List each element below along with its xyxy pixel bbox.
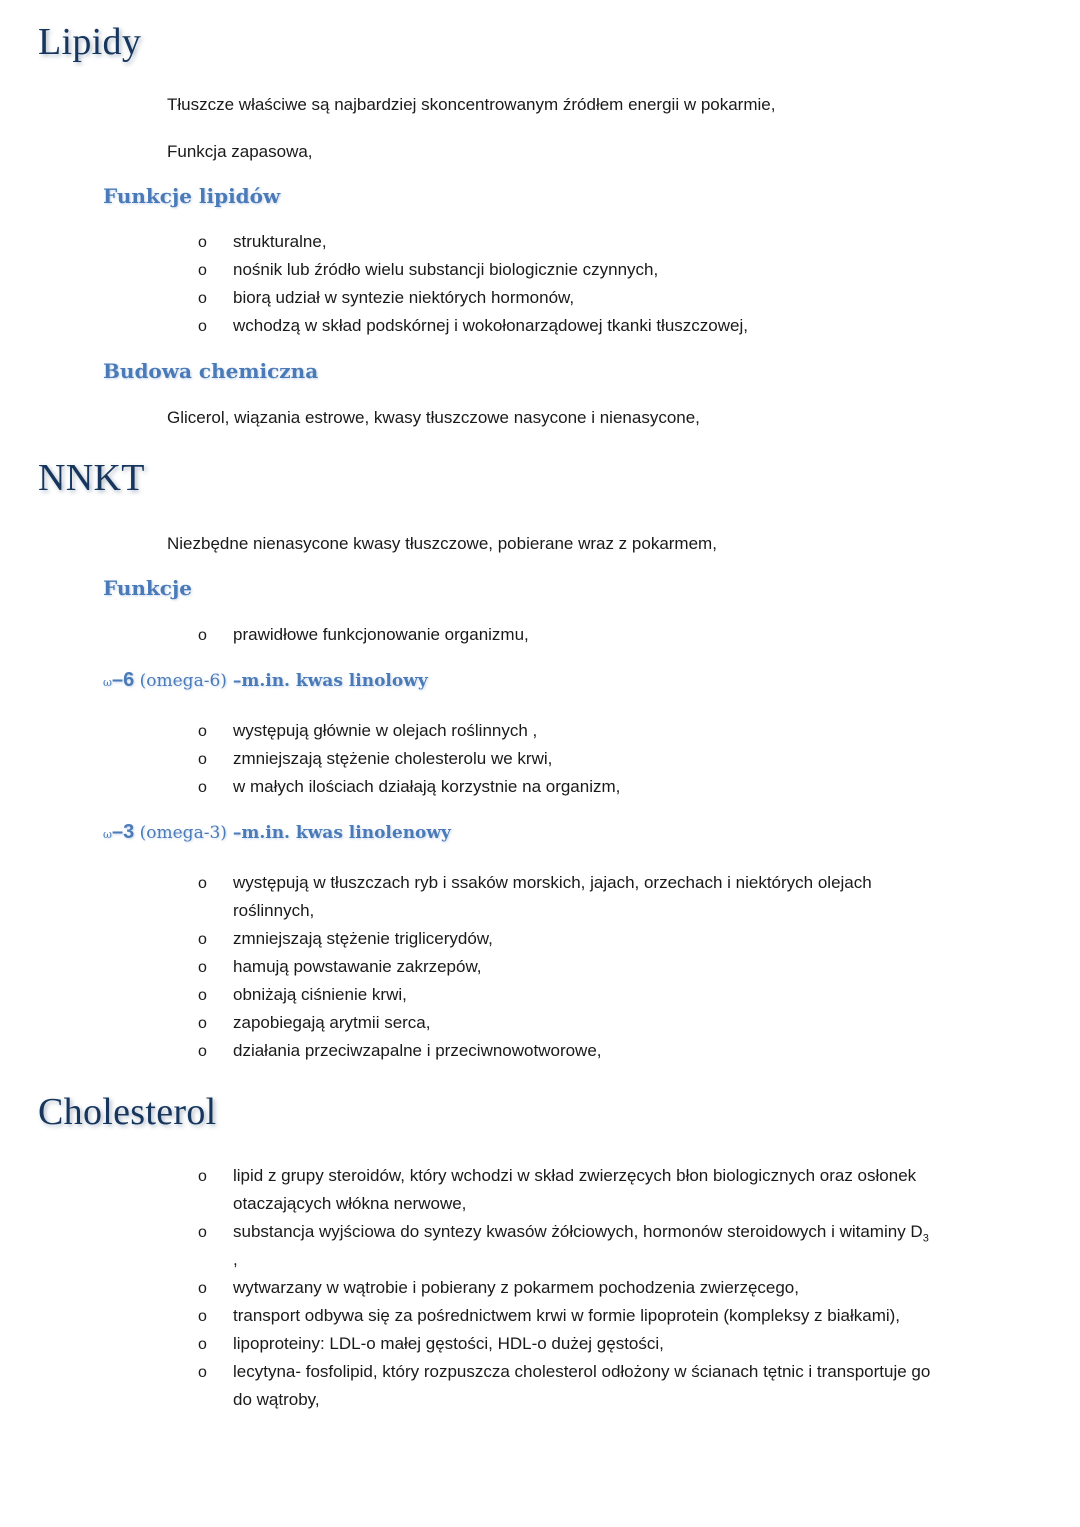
bullet-marker: o [198, 1364, 207, 1381]
list-item: transport odbywa się za pośrednictwem krwi w formie lipoprotein (kompleksy z białkami), [233, 1306, 901, 1325]
list-item: obniżają ciśnienie krwi, [233, 985, 407, 1004]
list-item: wytwarzany w wątrobie i pobierany z pokarmem pochodzenia zwierzęcego, [233, 1278, 799, 1297]
heading-funkcje-lipidow: Funkcje lipidów [103, 184, 281, 208]
list-item: lipid z grupy steroidów, który wchodzi w skład zwierzęcych błon biologicznych oraz osłonek [233, 1166, 917, 1185]
bullet-marker: o [198, 875, 207, 892]
list-item: zapobiegają arytmii serca, [233, 1013, 431, 1032]
bullet-marker: o [198, 1015, 207, 1032]
omega-symbol: ω [103, 828, 112, 841]
list-item: działania przeciwzapalne i przeciwnowotworowe, [233, 1041, 602, 1060]
bullet-marker: o [198, 1280, 207, 1297]
omega-example: –m.in. kwas linolowy [226, 671, 428, 691]
list-item: występują głównie w olejach roślinnych , [233, 721, 538, 740]
heading-omega-6 [103, 669, 428, 692]
omega-symbol: ω [103, 676, 112, 689]
omega-label: (omega-3) [134, 823, 227, 843]
list-item-continuation: , [233, 1250, 238, 1269]
bullet-marker: o [198, 1168, 207, 1185]
bullet-marker: o [198, 931, 207, 948]
list-item: strukturalne, [233, 232, 327, 251]
bullet-marker: o [198, 262, 207, 279]
bullet-marker: o [198, 751, 207, 768]
heading-budowa-chemiczna: Budowa chemiczna [103, 359, 319, 383]
lipidy-paragraph-2: Funkcja zapasowa, [167, 142, 313, 161]
list-item-continuation: do wątroby, [233, 1390, 320, 1409]
list-item-continuation: otaczających włókna nerwowe, [233, 1194, 467, 1213]
list-item: prawidłowe funkcjonowanie organizmu, [233, 625, 529, 644]
list-item-text: substancja wyjściowa do syntezy kwasów żółciowych, hormonów steroidowych i witaminy D [233, 1222, 923, 1241]
list-item-continuation: roślinnych, [233, 901, 315, 920]
bullet-marker: o [198, 1336, 207, 1353]
list-item: hamują powstawanie zakrzepów, [233, 957, 482, 976]
omega-number: –3 [111, 821, 135, 843]
budowa-paragraph: Glicerol, wiązania estrowe, kwasy tłuszczowe nasycone i nienasycone, [167, 408, 700, 427]
subscript: 3 [922, 1232, 929, 1245]
title-lipidy: Lipidy [38, 21, 142, 63]
list-item: lecytyna- fosfolipid, który rozpuszcza cholesterol odłożony w ścianach tętnic i transportuje go [233, 1362, 931, 1381]
lipidy-paragraph-1: Tłuszcze właściwe są najbardziej skoncentrowanym źródłem energii w pokarmie, [167, 95, 776, 114]
heading-funkcje: Funkcje [103, 576, 192, 600]
bullet-marker: o [198, 987, 207, 1004]
list-item: w małych ilościach działają korzystnie na organizm, [233, 777, 621, 796]
bullet-marker: o [198, 959, 207, 976]
list-item: zmniejszają stężenie cholesterolu we krwi, [233, 749, 553, 768]
list-item: nośnik lub źródło wielu substancji biologicznie czynnych, [233, 260, 659, 279]
bullet-marker: o [198, 318, 207, 335]
bullet-marker: o [198, 1224, 207, 1241]
title-nnkt: NNKT [38, 457, 145, 499]
bullet-marker: o [198, 627, 207, 644]
omega-label: (omega-6) [134, 671, 227, 691]
bullet-marker: o [198, 1308, 207, 1325]
list-item: występują w tłuszczach ryb i ssaków morskich, jajach, orzechach i niektórych olejach [233, 873, 872, 892]
bullet-marker: o [198, 779, 207, 796]
omega-example: –m.in. kwas linolenowy [226, 823, 451, 843]
bullet-marker: o [198, 723, 207, 740]
list-item: lipoproteiny: LDL-o małej gęstości, HDL-o dużej gęstości, [233, 1334, 664, 1353]
bullet-marker: o [198, 234, 207, 251]
bullet-marker: o [198, 290, 207, 307]
list-item: biorą udział w syntezie niektórych hormonów, [233, 288, 575, 307]
list-item: zmniejszają stężenie triglicerydów, [233, 929, 493, 948]
bullet-marker: o [198, 1043, 207, 1060]
heading-omega-3 [103, 821, 451, 844]
nnkt-paragraph: Niezbędne nienasycone kwasy tłuszczowe, pobierane wraz z pokarmem, [167, 534, 717, 553]
title-cholesterol: Cholesterol [38, 1091, 217, 1133]
list-item [233, 1222, 929, 1244]
omega-number: –6 [111, 669, 135, 691]
list-item: wchodzą w skład podskórnej i wokołonarządowej tkanki tłuszczowej, [233, 316, 748, 335]
